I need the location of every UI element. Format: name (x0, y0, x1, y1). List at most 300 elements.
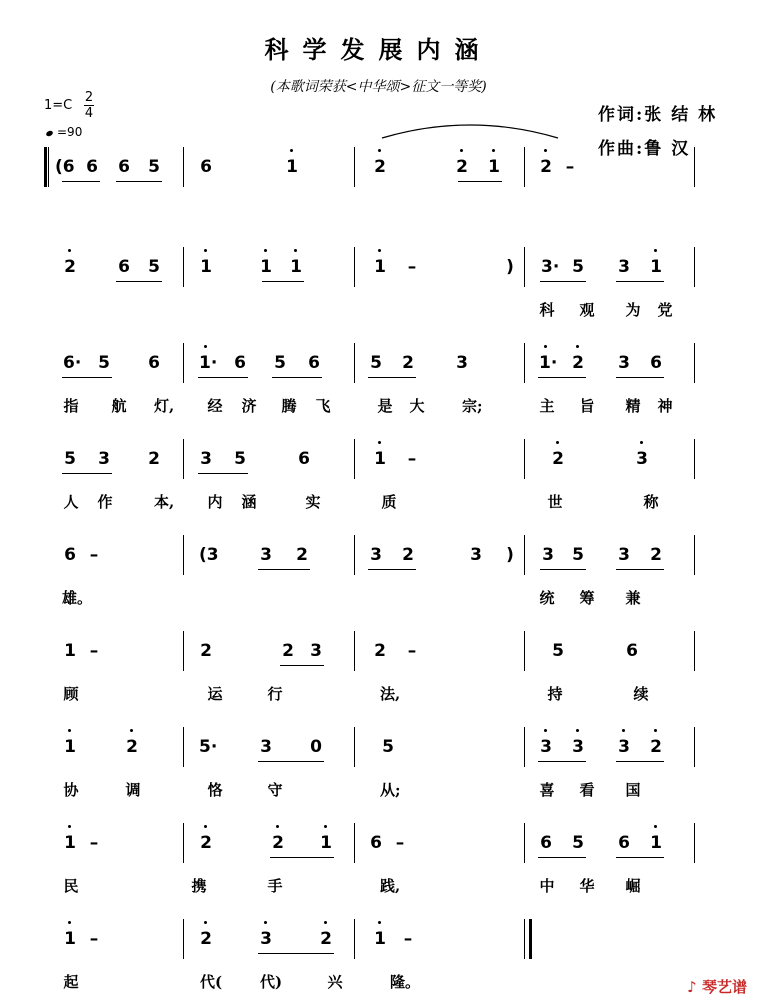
note-value: 5 (148, 157, 160, 177)
note (285, 157, 299, 177)
note (551, 449, 565, 469)
note (199, 641, 213, 661)
note (273, 353, 287, 373)
note-value: 2 (374, 157, 386, 177)
octave-dot (68, 825, 71, 828)
note (503, 257, 517, 277)
lyric-char: 手 (267, 877, 283, 895)
note (393, 833, 407, 853)
note (571, 737, 585, 757)
octave-dot (68, 729, 71, 732)
bar-line (694, 535, 695, 575)
lyric-char: 兴 (327, 973, 343, 991)
bar-line (183, 247, 184, 287)
tempo-marking (46, 125, 82, 139)
bar-line (48, 147, 49, 187)
note-value: – (565, 157, 575, 177)
bar-line (183, 439, 184, 479)
note (63, 929, 77, 949)
lyric-char: 人 (63, 493, 79, 511)
lyric-char: 飞 (315, 397, 331, 415)
note (571, 833, 585, 853)
octave-dot (654, 249, 657, 252)
watermark-text: 琴艺谱 (701, 978, 747, 996)
note-value: 5 (64, 449, 76, 469)
note-value: 6 (650, 353, 662, 373)
octave-dot (204, 921, 207, 924)
lyric-char: 起 (63, 973, 79, 991)
note-value: – (89, 641, 99, 661)
lyric-char: 持 (547, 685, 563, 703)
octave-dot (276, 825, 279, 828)
bar-line (354, 147, 355, 187)
beam-underline (538, 377, 586, 378)
bar-line (354, 247, 355, 287)
bar-line (524, 727, 525, 767)
note-value: 2 (374, 641, 386, 661)
lyric-char: 法, (380, 685, 401, 703)
bar-line (694, 343, 695, 383)
note (649, 353, 663, 373)
note-value: 3 (98, 449, 110, 469)
beam-underline (272, 377, 322, 378)
lyric-char: 调 (125, 781, 141, 799)
lyric-char: 隆。 (390, 973, 421, 991)
bar-line (694, 439, 695, 479)
note (373, 157, 387, 177)
note (373, 449, 387, 469)
lyric-char: 为 (625, 301, 641, 319)
note-value: 6 (118, 257, 130, 277)
lyric-char: 内 (207, 493, 223, 511)
lyric-char: 统 (539, 589, 555, 607)
slur-arc (380, 118, 560, 142)
note (319, 929, 333, 949)
lyric-char: 国 (625, 781, 641, 799)
lyric-char: 守 (267, 781, 283, 799)
note-value: 1 (64, 641, 76, 661)
note-value: 1 (200, 257, 212, 277)
note (649, 833, 663, 853)
note (271, 833, 285, 853)
lyric-char: 党 (657, 301, 673, 319)
bar-line (524, 147, 525, 187)
lyric-char: 崛 (625, 877, 641, 895)
note (571, 353, 585, 373)
beam-underline (538, 761, 586, 762)
note (617, 545, 631, 565)
octave-dot (324, 825, 327, 828)
note (649, 257, 663, 277)
note (319, 833, 333, 853)
note-value: – (395, 833, 405, 853)
octave-dot (68, 249, 71, 252)
bar-line (354, 727, 355, 767)
note-value: 6 (626, 641, 638, 661)
octave-dot (622, 729, 625, 732)
note-value: 5 (148, 257, 160, 277)
lyric-char: 指 (63, 397, 79, 415)
beam-underline (616, 761, 664, 762)
note (117, 257, 131, 277)
bar-line (524, 247, 525, 287)
octave-dot (378, 441, 381, 444)
lyric-char: 大 (409, 397, 425, 415)
note-value: 1 (286, 157, 298, 177)
note-value: 1 (290, 257, 302, 277)
note (97, 449, 111, 469)
note (503, 545, 517, 565)
note (309, 641, 323, 661)
time-signature (84, 90, 94, 121)
note (541, 545, 555, 565)
beam-underline (616, 857, 664, 858)
lyric-char: 雄。 (62, 589, 93, 607)
note (369, 353, 383, 373)
note (125, 737, 139, 757)
note-value: 1 (64, 833, 76, 853)
note-value: 6 (86, 157, 98, 177)
note-value: 2 (650, 737, 662, 757)
note (373, 929, 387, 949)
note-value: 5 (370, 353, 382, 373)
note (369, 833, 383, 853)
note (405, 449, 419, 469)
bar-line (694, 247, 695, 287)
note (63, 641, 77, 661)
note (199, 545, 219, 565)
note (63, 737, 77, 757)
octave-dot (460, 149, 463, 152)
lyric-char: 航 (111, 397, 127, 415)
note (259, 257, 273, 277)
note (259, 737, 273, 757)
bar-line (354, 919, 355, 959)
octave-dot (264, 921, 267, 924)
lyric-char: 代( (200, 973, 223, 991)
note (539, 737, 553, 757)
note (87, 545, 101, 565)
note-value: – (89, 929, 99, 949)
note-value: 1 (64, 737, 76, 757)
note-value: 5 (234, 449, 246, 469)
octave-dot (654, 729, 657, 732)
bar-line (694, 631, 695, 671)
note-value: 5 (98, 353, 110, 373)
note-value: 6 (118, 157, 130, 177)
lyric-char: 腾 (281, 397, 297, 415)
beam-underline (616, 377, 664, 378)
beam-underline (616, 569, 664, 570)
note (199, 257, 213, 277)
beam-underline (258, 953, 334, 954)
note-value: 2 (320, 929, 332, 949)
quarter-note-icon (45, 130, 53, 137)
octave-dot (492, 149, 495, 152)
time-signature-top: 2 (84, 90, 94, 105)
composer-credit: 作曲:鲁 汉 (598, 139, 691, 159)
lyric-char: 科 (539, 301, 555, 319)
note (541, 257, 560, 277)
note (551, 641, 565, 661)
note-value: 6 (298, 449, 310, 469)
lyric-char: 称 (643, 493, 659, 511)
lyric-char: 华 (579, 877, 595, 895)
lyric-char: 旨 (579, 397, 595, 415)
octave-dot (378, 149, 381, 152)
lyric-char: 行 (267, 685, 283, 703)
note (63, 833, 77, 853)
repeat-end-thick (529, 919, 532, 959)
note-value: 6 (540, 833, 552, 853)
bar-line (694, 823, 695, 863)
lyric-char: 顾 (63, 685, 79, 703)
lyric-char: 观 (579, 301, 595, 319)
note-value: 3 (370, 545, 382, 565)
bar-line (524, 343, 525, 383)
note (259, 545, 273, 565)
octave-dot (290, 149, 293, 152)
note-value: 3 (456, 353, 468, 373)
note (381, 737, 395, 757)
note (373, 257, 387, 277)
note (85, 157, 99, 177)
bar-line (694, 727, 695, 767)
note-value: 6 (618, 833, 630, 853)
bar-line (524, 823, 525, 863)
note-value: 5 (382, 737, 394, 757)
note (63, 353, 82, 373)
note-value: – (407, 449, 417, 469)
bar-line (183, 535, 184, 575)
lyric-char: 运 (207, 685, 223, 703)
bar-line (183, 631, 184, 671)
beam-underline (198, 377, 248, 378)
note (199, 353, 218, 373)
note (455, 353, 469, 373)
note (307, 353, 321, 373)
octave-dot (556, 441, 559, 444)
note-value: 2 (64, 257, 76, 277)
note-value: 2 (650, 545, 662, 565)
logo-icon: ♪ (687, 978, 697, 996)
note-value: 2 (402, 353, 414, 373)
note-value: 2 (282, 641, 294, 661)
tempo-value: =90 (57, 125, 83, 139)
beam-underline (270, 857, 334, 858)
note (469, 545, 483, 565)
note (199, 929, 213, 949)
note (455, 157, 469, 177)
note-value: 2 (272, 833, 284, 853)
note (617, 257, 631, 277)
note-value: – (89, 545, 99, 565)
note (539, 353, 558, 373)
note (297, 449, 311, 469)
octave-dot (576, 729, 579, 732)
note (539, 157, 553, 177)
lyric-char: 喜 (539, 781, 555, 799)
note-value: 1 (650, 257, 662, 277)
bar-line (354, 631, 355, 671)
bar-line (183, 919, 184, 959)
lyric-char: 经 (207, 397, 223, 415)
bar-line (354, 343, 355, 383)
note (405, 257, 419, 277)
note (199, 737, 218, 757)
note-value: – (407, 641, 417, 661)
beam-underline (258, 761, 324, 762)
note-value: 1 (374, 257, 386, 277)
key-signature: 1=C (44, 98, 73, 113)
octave-dot (130, 729, 133, 732)
lyric-char: 筹 (579, 589, 595, 607)
note-value: 5 (572, 257, 584, 277)
lyric-char: 代) (260, 973, 283, 991)
note-value: 1· (539, 353, 558, 373)
octave-dot (324, 921, 327, 924)
note (401, 545, 415, 565)
beam-underline (368, 569, 416, 570)
lyric-char: 宗; (462, 397, 483, 415)
octave-dot (204, 249, 207, 252)
note-value: 3 (618, 353, 630, 373)
note (295, 545, 309, 565)
note (147, 353, 161, 373)
octave-dot (68, 921, 71, 924)
note-value: 2 (402, 545, 414, 565)
note-value: – (403, 929, 413, 949)
note (199, 833, 213, 853)
lyric-char: 是 (377, 397, 393, 415)
bar-line (694, 147, 695, 187)
repeat-end-bar (524, 919, 525, 959)
note (87, 833, 101, 853)
song-subtitle: (本歌词荣获<中华颂>征文一等奖) (270, 79, 487, 95)
note-value: 3 (618, 737, 630, 757)
note-value: – (407, 257, 417, 277)
note (571, 545, 585, 565)
note-value: 6 (308, 353, 320, 373)
bar-line (354, 823, 355, 863)
note-value: 1 (488, 157, 500, 177)
note (571, 257, 585, 277)
beam-underline (116, 281, 162, 282)
note-value: 3 (310, 641, 322, 661)
note-value: 2 (456, 157, 468, 177)
lyric-char: 主 (539, 397, 555, 415)
note-value: 1 (320, 833, 332, 853)
note (281, 641, 295, 661)
lyric-char: 续 (633, 685, 649, 703)
note (199, 449, 213, 469)
note-value: 2 (200, 641, 212, 661)
note (147, 449, 161, 469)
lyric-char: 作 (97, 493, 113, 511)
lyric-char: 本, (154, 493, 175, 511)
beam-underline (62, 473, 112, 474)
note-value: 3 (636, 449, 648, 469)
note-value: 2 (552, 449, 564, 469)
note-value: 1· (199, 353, 218, 373)
note (117, 157, 131, 177)
note-value: ) (506, 257, 514, 277)
bar-line (354, 535, 355, 575)
note-value: 3 (260, 929, 272, 949)
lyric-char: 民 (63, 877, 79, 895)
lyric-char: 涵 (241, 493, 257, 511)
octave-dot (640, 441, 643, 444)
note-value: 3 (260, 545, 272, 565)
repeat-start-bar (44, 147, 47, 187)
lyricist-credit: 作词:张 结 林 (598, 105, 718, 125)
note-value: 5 (572, 545, 584, 565)
note-value: (6 (55, 157, 75, 177)
octave-dot (544, 729, 547, 732)
beam-underline (198, 473, 248, 474)
note-value: 5 (274, 353, 286, 373)
lyric-char: 践, (380, 877, 401, 895)
beam-underline (540, 281, 586, 282)
note-value: 5 (572, 833, 584, 853)
note (373, 641, 387, 661)
octave-dot (378, 249, 381, 252)
note (233, 449, 247, 469)
beam-underline (258, 569, 310, 570)
note (635, 449, 649, 469)
note (625, 641, 639, 661)
note-value: 3 (200, 449, 212, 469)
note (649, 545, 663, 565)
bar-line (524, 439, 525, 479)
note (63, 545, 77, 565)
octave-dot (294, 249, 297, 252)
note (63, 257, 77, 277)
note-value: 5· (199, 737, 218, 757)
note (199, 157, 213, 177)
note (487, 157, 501, 177)
note-value: 6 (200, 157, 212, 177)
lyric-char: 世 (547, 493, 563, 511)
octave-dot (204, 825, 207, 828)
note (87, 641, 101, 661)
bar-line (524, 631, 525, 671)
song-title: 科学发展内涵 (264, 35, 493, 64)
note (147, 257, 161, 277)
note-value: 6 (370, 833, 382, 853)
note-value: 1 (260, 257, 272, 277)
beam-underline (262, 281, 304, 282)
note-value: 3 (470, 545, 482, 565)
beam-underline (62, 377, 112, 378)
note (259, 929, 273, 949)
note (617, 737, 631, 757)
note (147, 157, 161, 177)
note (97, 353, 111, 373)
note (617, 833, 631, 853)
note (539, 833, 553, 853)
note-value: 1 (374, 929, 386, 949)
note-value: 3· (541, 257, 560, 277)
note-value: 0 (310, 737, 322, 757)
bar-line (183, 823, 184, 863)
bar-line (354, 439, 355, 479)
note (369, 545, 383, 565)
lyric-char: 兼 (625, 589, 641, 607)
note-value: 6 (148, 353, 160, 373)
note-value: 6 (64, 545, 76, 565)
beam-underline (116, 181, 162, 182)
